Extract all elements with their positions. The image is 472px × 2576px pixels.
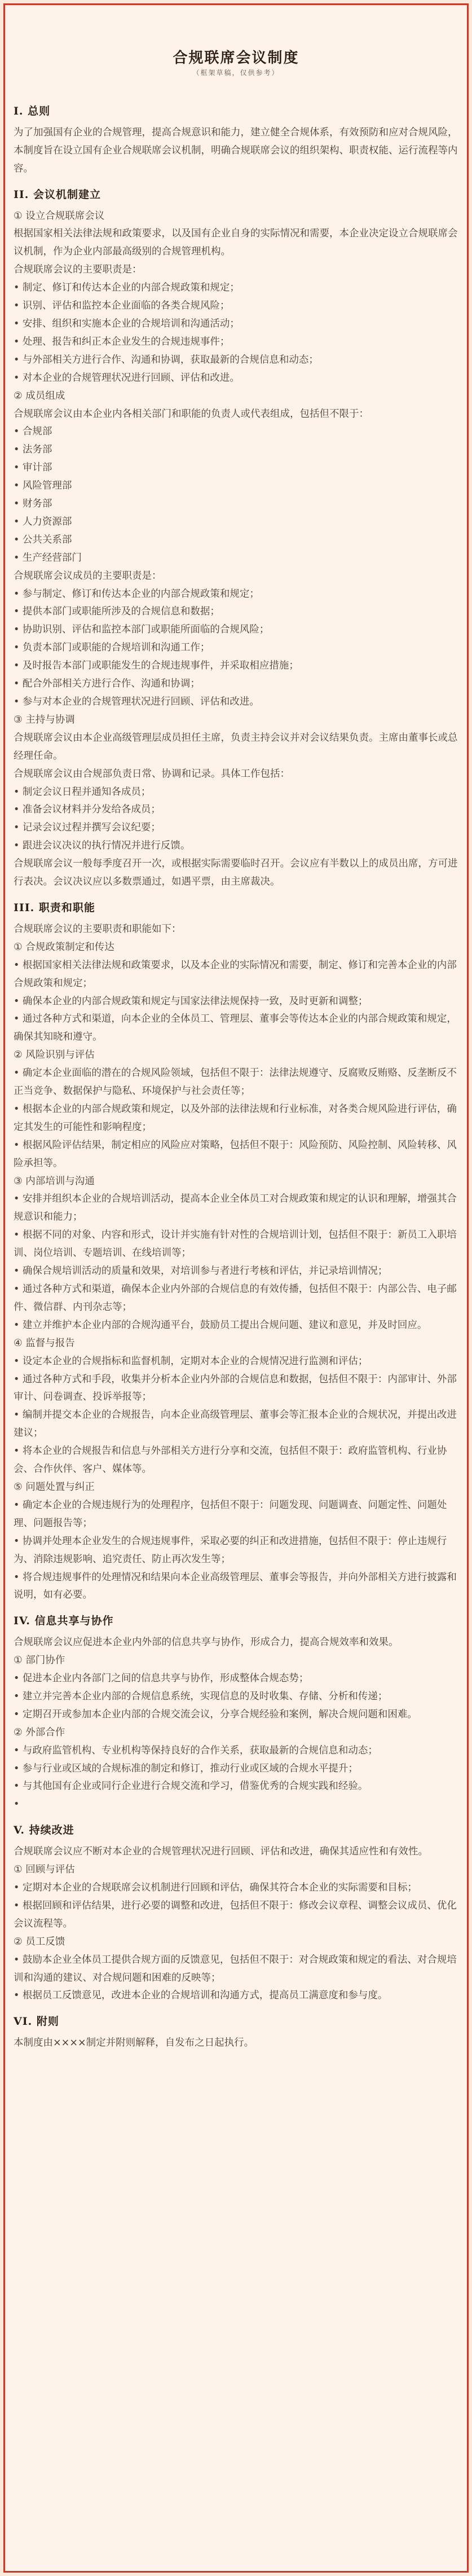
paragraph: 合规联席会议由合规部负责日常、协调和记录。具体工作包括： [14, 768, 290, 780]
list-item: • 确定本企业面临的潜在的合规风险领域，包括但不限于：法律法规遵守、反腐败反贿赂、反垄断反不正当竞争、数据保护与隐私、环境保护与社会责任等； [14, 1065, 458, 1101]
list-item: • 协助识别、评估和监控本部门或职能所面临的合规风险； [14, 621, 458, 639]
list-item: • 安排、组织和实施本企业的合规培训和沟通活动； [14, 315, 458, 333]
list-item: • 及时报告本部门或职能发生的合规违规事件，并采取相应措施； [14, 657, 458, 675]
list-item: • 处理、报告和纠正本企业发生的合规违规事件； [14, 333, 458, 351]
list-item: • 确定本企业的合规违规行为的处理程序，包括但不限于：问题发现、问题调查、问题定性、问题处理、问题报告等； [14, 1497, 458, 1533]
list-item: • 通过各种方式和手段，收集并分析本企业内外部的合规信息和数据，包括但不限于：内部审计、外部审计、问卷调查、投诉举报等； [14, 1371, 458, 1407]
list-item: • 建立并维护本企业内部的合规沟通平台，鼓励员工提出合规问题、建议和意见，并及时回应。 [14, 1317, 458, 1335]
list-item: • 根据本企业的内部合规政策和规定，以及外部的法律法规和行业标准，对各类合规风险进行评估，确定其发生的可能性和影响程度； [14, 1101, 458, 1137]
paragraph: 合规联席会议应促进本企业内外部的信息共享与协作，形成合力，提高合规效率和效果。 [14, 1637, 399, 1649]
list-item: • 促进本企业内各部门之间的信息共享与协作，形成整体合规态势； [14, 1670, 458, 1688]
list-item: • 审计部 [14, 459, 458, 477]
paragraph: ② 成员组成 [14, 390, 65, 402]
section-heading: II. 会议机制建立 [14, 188, 102, 201]
list-item: • 将本企业的合规报告和信息与外部相关方进行分享和交流，包括但不限于：政府监管机构、行业协会、合作伙伴、客户、媒体等。 [14, 1443, 458, 1479]
paragraph: ③ 主持与协调 [14, 714, 75, 726]
paragraph: ② 员工反馈 [14, 1936, 65, 1948]
list-item: • 鼓励本企业全体员工提供合规方面的反馈意见，包括但不限于：对合规政策和规定的看法、对合规培训和沟通的建议、对合规问题和困难的反映等； [14, 1951, 458, 1988]
paragraph: ② 风险识别与评估 [14, 1049, 95, 1061]
section-heading: V. 持续改进 [14, 1824, 74, 1837]
list-item: • 负责本部门或职能的合规培训和沟通工作； [14, 639, 458, 657]
list-item: • 定期召开或参加本企业内部的合规交流会议，分享合规经验和案例，解决合规问题和困难。 [14, 1706, 458, 1724]
list-item: • 参与制定、修订和传达本企业的内部合规政策和规定； [14, 586, 458, 604]
paragraph: ① 合规政策制定和传达 [14, 941, 114, 953]
list-item: • 根据风险评估结果，制定相应的风险应对策略，包括但不限于：风险预防、风险控制、风险转移、风险承担等。 [14, 1137, 458, 1173]
list-item: • 与政府监管机构、专业机构等保持良好的合作关系，获取最新的合规信息和动态； [14, 1742, 458, 1760]
paragraph: ① 回顾与评估 [14, 1864, 75, 1876]
section-heading: III. 职责和职能 [14, 901, 95, 914]
list-item: • 参与对本企业的合规管理状况进行回顾、评估和改进。 [14, 693, 458, 711]
paragraph: 本制度由××××制定并附则解释，自发布之日起执行。 [14, 2037, 254, 2049]
list-item: • 建立并完善本企业内部的合规信息系统，实现信息的及时收集、存储、分析和传递； [14, 1688, 458, 1706]
paragraph: ① 设立合规联席会议 [14, 210, 105, 222]
paragraph: 为了加强国有企业的合规管理，提高合规意识和能力，建立健全合规体系，有效预防和应对合规风险，本制度旨在设立国有企业合规联席会议机制，明确合规联席会议的组织架构、职责权能、运行流程等内容。 [14, 126, 458, 174]
list-item: • 设定本企业的合规指标和监督机制，定期对本企业的合规情况进行监测和评估； [14, 1353, 458, 1371]
list-item: • 根据员工反馈意见，改进本企业的合规培训和沟通方式，提高员工满意度和参与度。 [14, 1987, 458, 2005]
list-item: • 对本企业的合规管理状况进行回顾、评估和改进。 [14, 370, 458, 388]
paragraph: 合规联席会议的主要职责和职能如下： [14, 923, 182, 935]
list-item: • 公共关系部 [14, 531, 458, 550]
list-item [14, 1796, 458, 1814]
section-heading: VI. 附则 [14, 2015, 59, 2028]
list-item: • 风险管理部 [14, 477, 458, 495]
list-item: • 协调并处理本企业发生的合规违规事件，采取必要的纠正和改进措施，包括但不限于：停止违规行为、消除违规影响、追究责任、防止再次发生等； [14, 1533, 458, 1569]
list-item: • 生产经营部门 [14, 550, 458, 568]
paragraph: ④ 监督与报告 [14, 1337, 75, 1349]
paragraph: ② 外部合作 [14, 1726, 65, 1738]
list-item: • 法务部 [14, 441, 458, 459]
paragraph: 根据国家相关法律法规和政策要求，以及国有企业自身的实际情况和需要，本企业决定设立合规联席会议机制，作为企业内部最高级别的合规管理机构。 [14, 228, 458, 258]
list-item: • 通过各种方式和渠道，向本企业的全体员工、管理层、董事会等传达本企业的内部合规政策和规定，确保其知晓和遵守。 [14, 1010, 458, 1047]
list-item: • 根据国家相关法律法规和政策要求，以及本企业的实际情况和需要，制定、修订和完善本企业的内部合规政策和规定； [14, 957, 458, 993]
list-item: • 根据不同的对象、内容和形式，设计并实施有针对性的合规培训计划，包括但不限于：新员工入职培训、岗位培训、专题培训、在线培训等； [14, 1227, 458, 1263]
paragraph: 合规联席会议成员的主要职责是： [14, 570, 162, 582]
list-item: • 确保合规培训活动的质量和效果，对培训参与者进行考核和评估，并记录培训情况； [14, 1263, 458, 1281]
list-item: • 配合外部相关方进行合作、沟通和协调； [14, 675, 458, 693]
page-title: 合规联席会议制度 [173, 50, 299, 67]
list-item: • 编制并提交本企业的合规报告，向本企业高级管理层、董事会等汇报本企业的合规状况，并提出改进建议； [14, 1406, 458, 1443]
paragraph: ① 部门协作 [14, 1655, 65, 1667]
document-body [14, 95, 458, 2052]
list-item: • 定期对本企业的合规联席会议机制进行回顾和评估，确保其符合本企业的实际需要和目标； [14, 1879, 458, 1897]
list-item: • 识别、评估和监控本企业面临的各类合规风险； [14, 297, 458, 315]
section-heading: IV. 信息共享与协作 [14, 1615, 114, 1628]
list-item: • 合规部 [14, 423, 458, 441]
list-item: • 将合规违规事件的处理情况和结果向本企业高级管理层、董事会等报告，并向外部相关方进行披露和说明，如有必要。 [14, 1569, 458, 1605]
paragraph: 合规联席会议由本企业高级管理层成员担任主席，负责主持会议并对会议结果负责。主席由董事长或总经理任命。 [14, 732, 458, 762]
paragraph: 合规联席会议一般每季度召开一次，或根据实际需要临时召开。会议应有半数以上的成员出席，方可进行表决。会议决议应以多数票通过，如遇平票，由主席裁决。 [14, 858, 458, 888]
list-item: • 与其他国有企业或同行企业进行合规交流和学习，借鉴优秀的合规实践和经验。 [14, 1778, 458, 1796]
list-item: • 跟进会议决议的执行情况并进行反馈。 [14, 837, 458, 855]
list-item: • 与外部相关方进行合作、沟通和协调，获取最新的合规信息和动态； [14, 351, 458, 370]
list-item: • 提供本部门或职能所涉及的合规信息和数据； [14, 603, 458, 621]
list-item: • 参与行业或区域的合规标准的制定和修订，推动行业或区域的合规水平提升； [14, 1760, 458, 1778]
list-item: • 通过各种方式和渠道，确保本企业内外部的合规信息的有效传播，包括但不限于：内部公告、电子邮件、微信群、内刊杂志等； [14, 1281, 458, 1317]
list-item: • 记录会议过程并撰写会议纪要； [14, 819, 458, 837]
list-item: • 安排并组织本企业的合规培训活动，提高本企业全体员工对合规政策和规定的认识和理解，增强其合规意识和能力； [14, 1190, 458, 1227]
list-item: • 准备会议材料并分发给各成员； [14, 801, 458, 819]
list-item: • 根据回顾和评估结果，进行必要的调整和改进，包括但不限于：修改会议章程、调整会议成员、优化会议流程等。 [14, 1897, 458, 1933]
section-heading: I. 总则 [14, 105, 51, 117]
page-subtitle: （框架草稿，仅供参考） [192, 69, 280, 77]
paragraph: 合规联席会议应不断对本企业的合规管理状况进行回顾、评估和改进，确保其适应性和有效性。 [14, 1846, 428, 1858]
paragraph: 合规联席会议的主要职责是： [14, 264, 142, 276]
list-item: • 制定、修订和传达本企业的内部合规政策和规定； [14, 279, 458, 297]
list-item: • 确保本企业的内部合规政策和规定与国家法律法规保持一致，及时更新和调整； [14, 993, 458, 1011]
list-item: • 财务部 [14, 495, 458, 513]
list-item: • 人力资源部 [14, 513, 458, 531]
paragraph: ⑤ 问题处置与纠正 [14, 1481, 95, 1493]
paragraph: ③ 内部培训与沟通 [14, 1175, 95, 1187]
list-item: • 制定会议日程并通知各成员； [14, 784, 458, 802]
paragraph: 合规联席会议由本企业内各相关部门和职能的负责人或代表组成，包括但不限于： [14, 408, 369, 420]
